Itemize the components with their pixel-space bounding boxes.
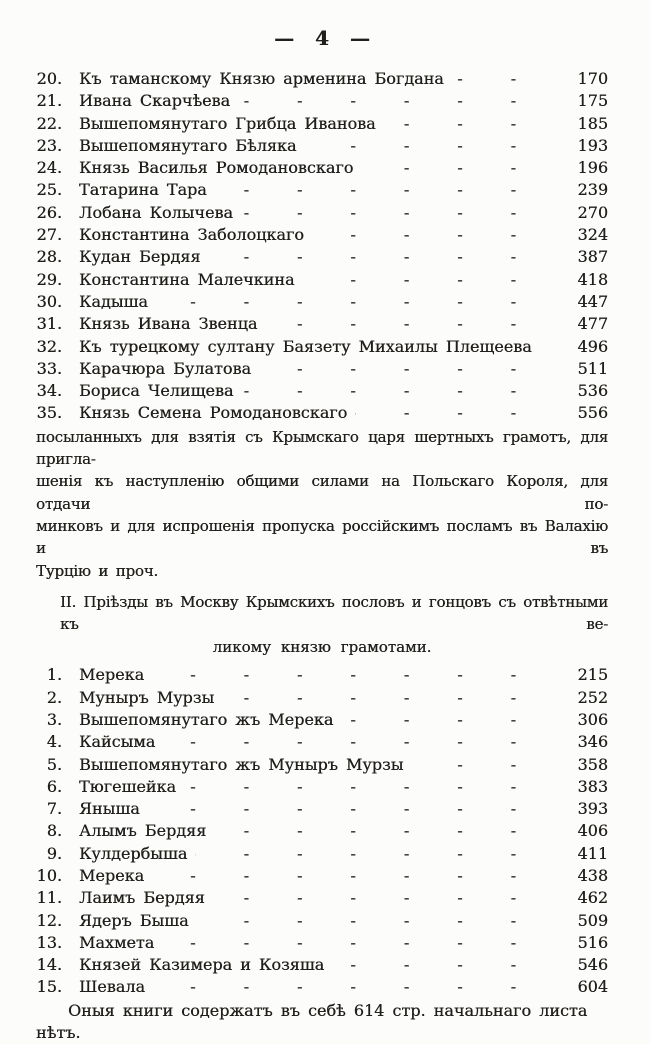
entry-page-number: 447 [577, 291, 608, 311]
entry-number: 21. [36, 91, 62, 111]
entry-number: 9. [46, 843, 62, 863]
dash-leader [156, 291, 564, 313]
toc-row [36, 157, 608, 179]
entry-title: Князь Семена Ромодановскаго [79, 403, 348, 423]
entry-page-number: 185 [577, 113, 608, 133]
entry-page-number: 496 [577, 336, 608, 356]
entries-list-2 [36, 664, 608, 998]
entry-title: Лобана Колычева [79, 202, 233, 222]
entry-number: 13. [36, 932, 62, 952]
entry-number: 26. [36, 202, 62, 222]
entry-number: 30. [36, 291, 62, 311]
dash-leader [152, 865, 564, 887]
entry-page-number: 511 [577, 358, 608, 378]
entry-page-number: 358 [577, 754, 608, 774]
entry-page-number: 438 [577, 866, 608, 885]
entry-title: Бориса Челищева [79, 381, 234, 401]
dash-leader [153, 976, 564, 998]
toc-row [36, 402, 608, 424]
entry-title: Къ таманскому Князю арменина Богдана [79, 69, 444, 88]
entry-page-number: 324 [577, 225, 608, 245]
toc-row [36, 976, 608, 998]
dash-leader [238, 90, 564, 112]
entry-title: Вышепомянутаго Бѣляка [79, 135, 297, 155]
entry-page-number: 239 [577, 180, 608, 200]
entry-number: 1. [46, 665, 62, 685]
entry-page-number: 546 [577, 955, 608, 975]
entry-number: 12. [36, 910, 62, 930]
toc-row [36, 313, 608, 335]
entry-page-number: 418 [577, 269, 608, 289]
entry-title: Махмета [79, 932, 155, 952]
entry-page-number: 406 [577, 821, 608, 841]
toc-row [36, 776, 608, 798]
entry-title: Ивана Скарчѣева [79, 91, 231, 111]
entry-title: Константина Заболоцкаго [79, 225, 304, 245]
entry-number: 4. [46, 732, 62, 752]
entry-page-number: 270 [577, 202, 608, 222]
toc-row [36, 179, 608, 201]
dash-leader [332, 954, 564, 976]
continuation-paragraph [36, 426, 608, 582]
dash-leader [355, 402, 564, 424]
entry-number: 23. [36, 135, 62, 155]
entry-number: 8. [46, 821, 62, 841]
toc-row [36, 90, 608, 112]
entry-number: 28. [36, 247, 62, 267]
entry-page-number: 252 [577, 687, 608, 707]
dash-leader [304, 135, 564, 157]
toc-row [36, 291, 608, 313]
entry-page-number: 387 [577, 247, 608, 267]
toc-row [36, 887, 608, 909]
dash-leader [361, 157, 564, 179]
toc-row [36, 224, 608, 246]
dash-leader [152, 664, 564, 686]
entry-number: 10. [36, 866, 62, 885]
dash-leader [341, 709, 564, 731]
entry-number: 11. [36, 888, 62, 908]
entry-page-number: 411 [577, 843, 608, 863]
entry-title: Кайсыма [79, 732, 156, 752]
entry-title: Ядеръ Быша [79, 910, 189, 930]
dash-leader [184, 776, 564, 798]
entry-number: 7. [46, 799, 62, 819]
entry-title: Муныръ Мурзы [79, 687, 215, 707]
dash-leader [411, 754, 564, 776]
dash-leader [208, 246, 564, 268]
toc-row [36, 820, 608, 842]
toc-row [36, 336, 608, 358]
toc-row [36, 380, 608, 402]
toc-row [36, 843, 608, 865]
section-heading-line: ликому князю грамотами. [212, 637, 432, 656]
entry-number: 25. [36, 180, 62, 200]
dash-leader [265, 313, 564, 335]
toc-row [36, 687, 608, 709]
entry-page-number: 393 [577, 799, 608, 819]
entry-title: Кадыша [79, 291, 148, 311]
entry-title: Шевала [79, 977, 145, 997]
toc-row [36, 754, 608, 776]
toc-row [36, 954, 608, 976]
paragraph-line: Турцію и проч. [36, 561, 158, 580]
entry-page-number: 193 [577, 135, 608, 155]
toc-row [36, 865, 608, 887]
footer-note: Оныя книги содержатъ въ себѣ 614 стр. начальнаго листа нѣтъ. [36, 1000, 588, 1043]
toc-row [36, 68, 608, 90]
toc-row [36, 135, 608, 157]
entry-title: Карачюра Булатова [79, 358, 251, 378]
dash-leader [215, 179, 564, 201]
toc-row [36, 932, 608, 954]
dash-leader [540, 336, 564, 358]
dash-leader [222, 687, 564, 709]
toc-row [36, 709, 608, 731]
entry-number: 35. [36, 403, 62, 423]
entry-title: Кудан Бердяя [79, 247, 201, 267]
toc-row [36, 358, 608, 380]
entry-number: 6. [46, 776, 62, 796]
entry-number: 15. [36, 977, 62, 997]
dash-leader [195, 843, 564, 865]
entry-title: Вышепомянутаго жъ Мерека [79, 709, 334, 729]
entry-title: Татарина Тара [79, 180, 207, 200]
entry-page-number: 346 [577, 732, 608, 752]
toc-row [36, 202, 608, 224]
paragraph-line: минковъ и для испрошенія пропуска россійскимъ посламъ въ Валахію и въ [36, 516, 608, 558]
entry-number: 2. [46, 687, 62, 707]
dash-leader [241, 380, 564, 402]
entry-number: 14. [36, 955, 62, 975]
entry-title: Кулдербыша [79, 843, 188, 863]
entry-title: Яныша [79, 799, 140, 819]
entry-title: Тюгешейка [79, 776, 176, 796]
section-heading-line: II. Пріѣзды въ Москву Крымскихъ пословъ и гонцовъ съ отвѣтными къ ве- [60, 592, 608, 634]
entry-number: 20. [36, 69, 62, 88]
entry-title: Константина Малечкина [79, 269, 295, 289]
entry-page-number: 383 [577, 776, 608, 796]
entry-page-number: 462 [577, 888, 608, 908]
entry-title: Князь Ивана Звенца [79, 314, 258, 334]
entry-title: Лаимъ Бердяя [79, 888, 205, 908]
paragraph-line: посыланныхъ для взятія съ Крымскаго царя шертныхъ грамотъ, для пригла- [36, 427, 608, 469]
entry-number: 5. [46, 754, 62, 774]
toc-row [36, 664, 608, 686]
dash-leader [163, 731, 564, 753]
entries-list-1 [36, 68, 608, 425]
dash-leader [452, 68, 564, 90]
entry-number: 3. [46, 709, 62, 729]
toc-row [36, 910, 608, 932]
toc-row [36, 731, 608, 753]
entry-page-number: 556 [577, 403, 608, 423]
entry-page-number: 536 [577, 381, 608, 401]
toc-row [36, 113, 608, 135]
entry-number: 32. [36, 336, 62, 356]
dash-leader [213, 887, 564, 909]
dash-leader [303, 269, 565, 291]
entry-title: Мерека [79, 665, 145, 685]
dash-leader [162, 932, 564, 954]
entry-number: 27. [36, 225, 62, 245]
entry-number: 24. [36, 158, 62, 178]
dash-leader [148, 798, 564, 820]
toc-row [36, 269, 608, 291]
section-2-heading [36, 591, 608, 659]
entry-page-number: 170 [577, 69, 608, 88]
dash-leader [312, 224, 564, 246]
entry-title: Вышепомянутаго жъ Муныръ Мурзы [79, 754, 404, 774]
paragraph-line: шенія къ наступленію общими силами на Польскаго Короля, для отдачи по- [36, 472, 608, 513]
entry-title: Вышепомянутаго Грибца Иванова [79, 113, 376, 133]
entry-page-number: 604 [577, 977, 608, 997]
entry-number: 33. [36, 358, 62, 378]
dash-leader [197, 910, 564, 932]
entry-title: Князь Василья Ромодановскаго [79, 158, 354, 178]
entry-page-number: 516 [577, 932, 608, 952]
entry-page-number: 215 [577, 665, 608, 685]
entry-page-number: 196 [577, 158, 608, 178]
entry-page-number: 509 [577, 910, 608, 930]
toc-row [36, 246, 608, 268]
entry-page-number: 306 [577, 709, 608, 729]
entry-title: Князей Казимера и Козяша [79, 955, 325, 975]
entry-title: Къ турецкому султану Баязету Михаилы Плещеева [79, 336, 532, 356]
entry-title: Мерека [79, 866, 145, 885]
entry-number: 34. [36, 381, 62, 401]
page-number-header: — 4 — [274, 26, 370, 50]
entry-page-number: 477 [577, 314, 608, 334]
entry-number: 22. [36, 113, 62, 133]
dash-leader [241, 202, 564, 224]
entry-page-number: 175 [577, 91, 608, 111]
dash-leader [384, 113, 564, 135]
entry-number: 31. [36, 314, 62, 334]
toc-row [36, 798, 608, 820]
dash-leader [214, 820, 564, 842]
entry-number: 29. [36, 269, 62, 289]
entry-title: Алымъ Бердяя [79, 821, 207, 841]
dash-leader [259, 358, 564, 380]
